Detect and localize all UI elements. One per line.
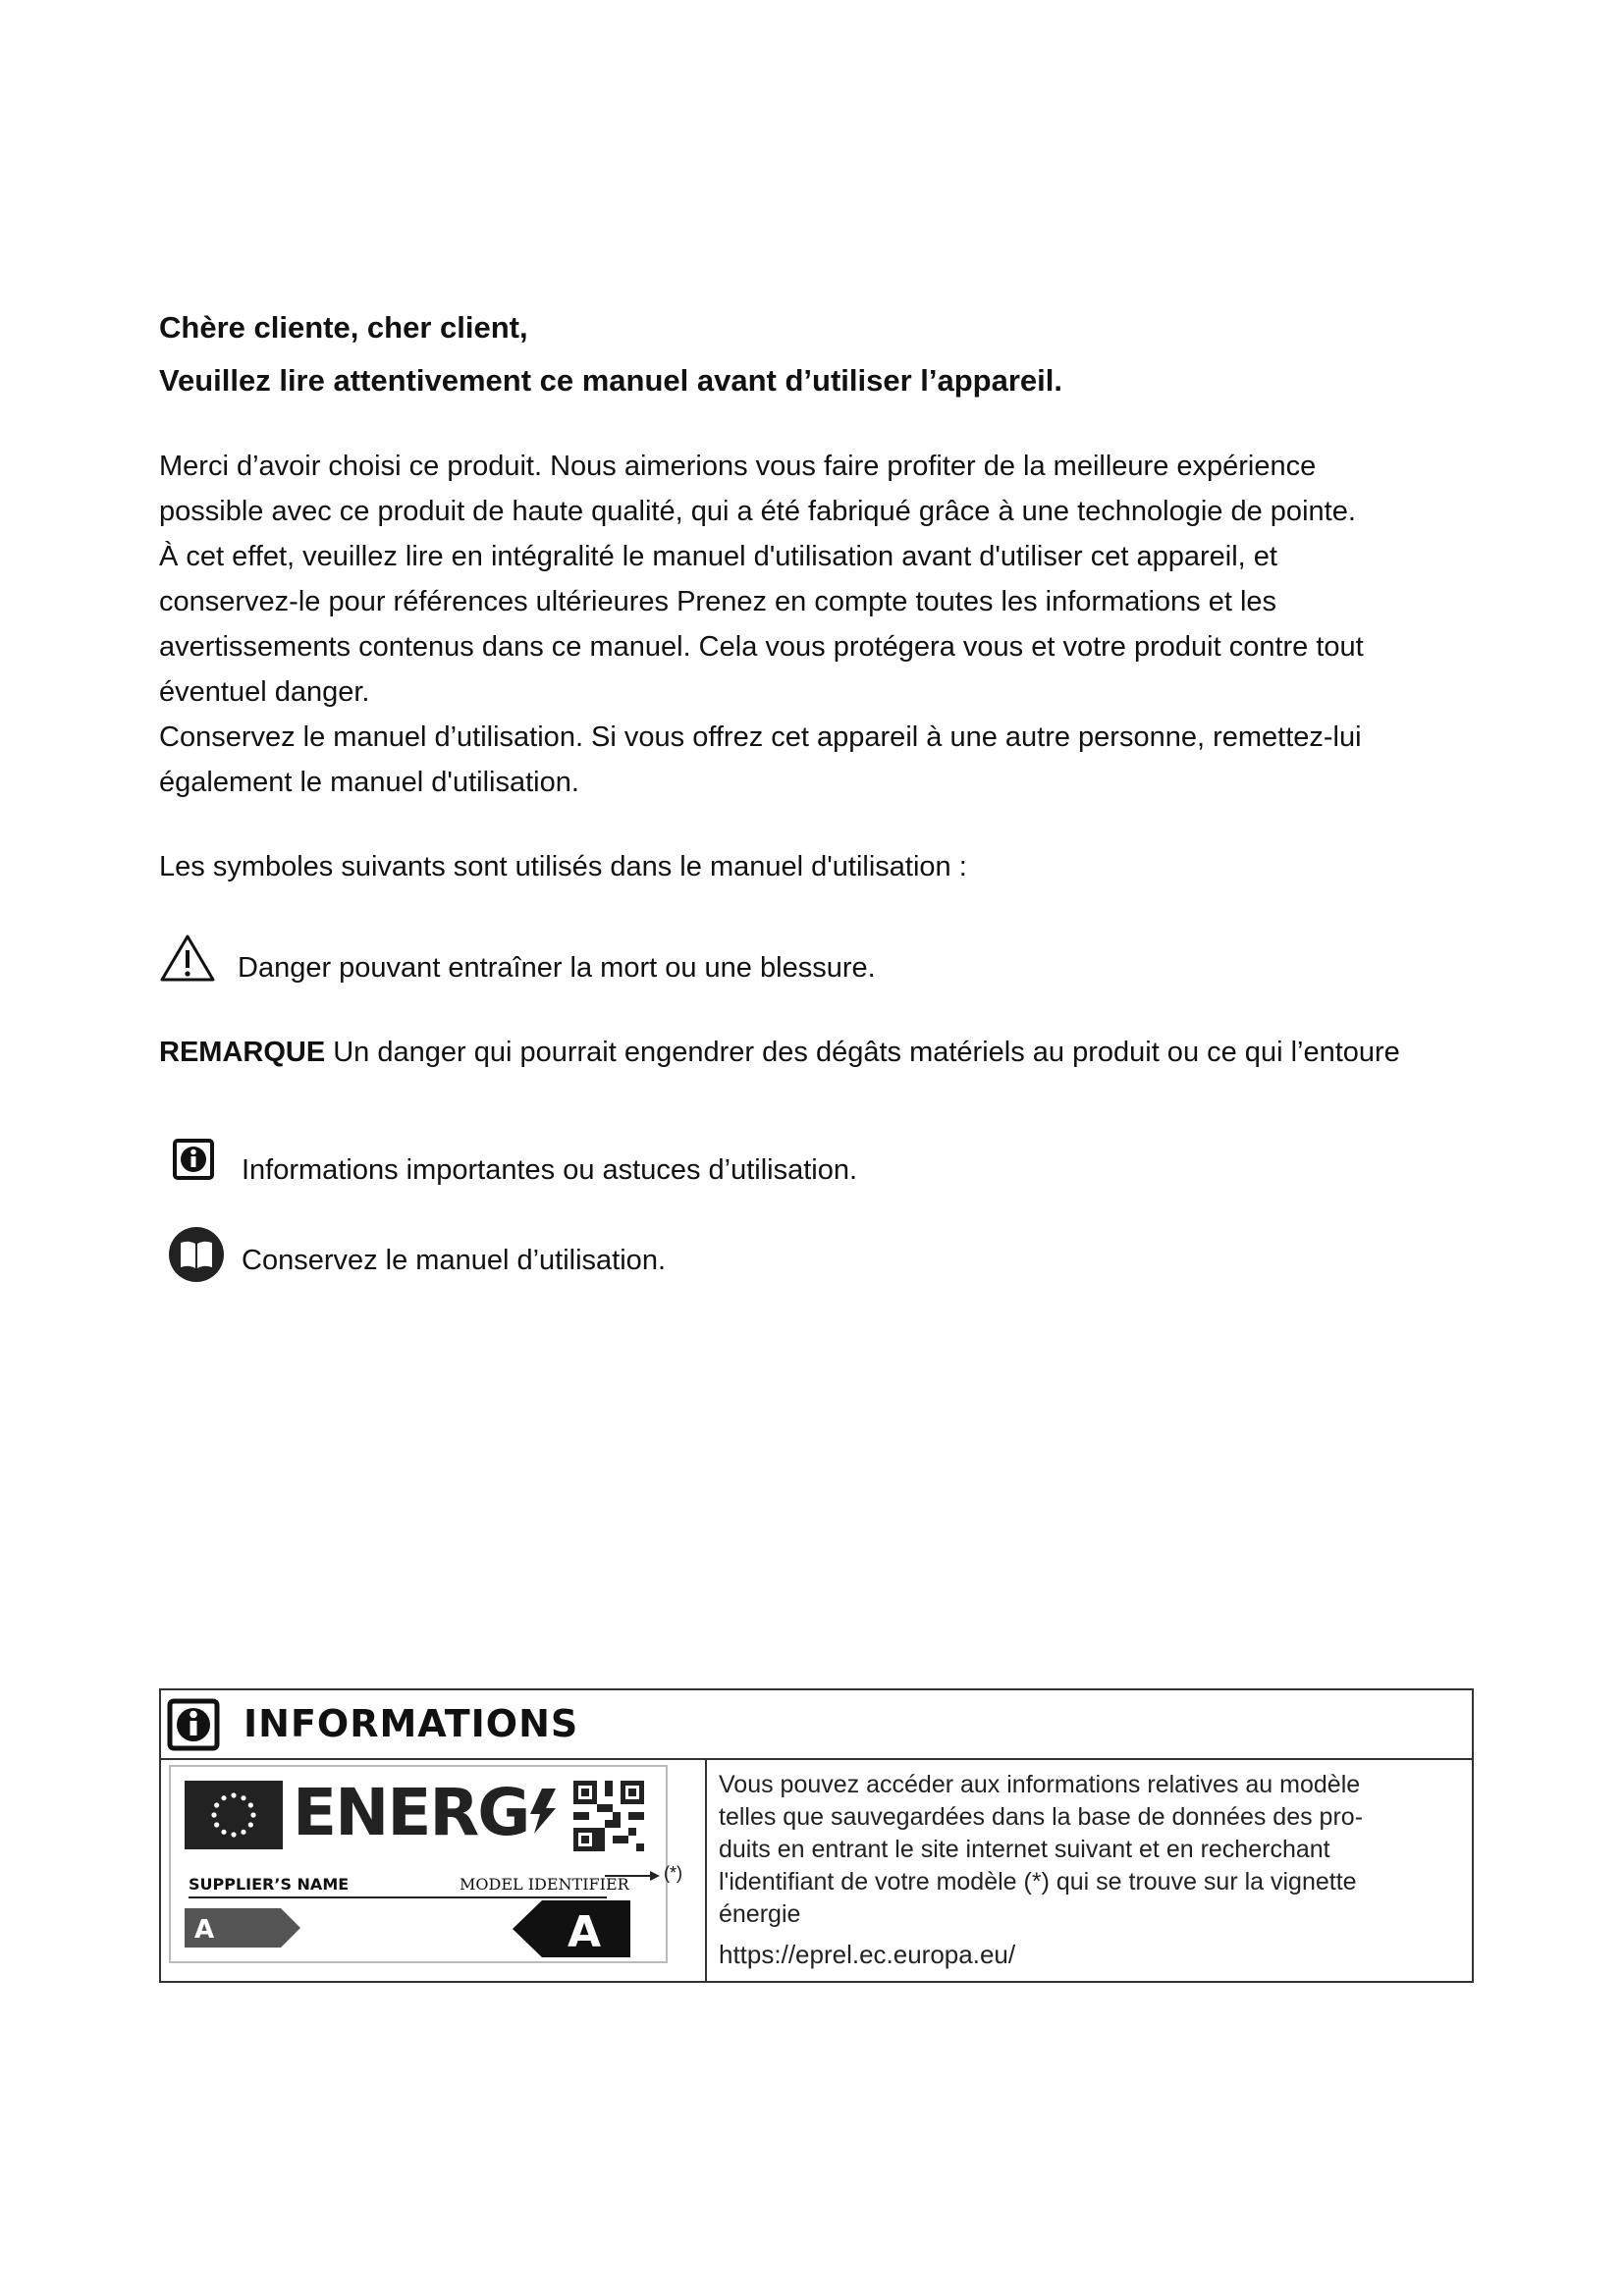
pointer-arrow-icon: [605, 1869, 660, 1883]
manual-symbol-row: [159, 1223, 1337, 1292]
information-divider: [705, 1758, 707, 1981]
danger-text: Danger pouvant entraîner la mort ou une blessure.: [238, 952, 876, 984]
information-title: INFORMATIONS: [244, 1702, 579, 1745]
description-line: énergie: [719, 1900, 801, 1928]
intro-line: À cet effet, veuillez lire en intégralité le manuel d'utilisation avant d'utiliser cet appareil, et: [159, 541, 1277, 572]
intro-line: également le manuel d'utilisation.: [159, 767, 579, 798]
class-big-text: A: [568, 1907, 602, 1957]
info-symbol-row: [159, 1139, 1337, 1198]
eu-star: [221, 1830, 226, 1835]
intro-line: Merci d’avoir choisi ce produit. Nous aimerions vous faire profiter de la meilleure expérience: [159, 451, 1317, 482]
eu-star: [231, 1832, 236, 1837]
energy-label: [169, 1765, 668, 1963]
eu-star: [221, 1795, 226, 1800]
energy-word: ENERG: [293, 1775, 558, 1850]
intro-line: avertissements contenus dans ce manuel. Cela vous protégera vous et votre produit contre tout: [159, 631, 1364, 663]
symbols-intro-text: Les symboles suivants sont utilisés dans le manuel d'utilisation :: [159, 851, 967, 882]
information-box-header: [161, 1690, 1472, 1760]
danger-symbol-row: [159, 933, 1337, 991]
warning-triangle-icon: [159, 933, 216, 984]
supplier-name-label: SUPPLIER’S NAME: [189, 1875, 350, 1894]
class-small-text: A: [194, 1915, 215, 1945]
model-identifier-label: MODEL IDENTIFIER: [460, 1875, 629, 1894]
info-text: Informations importantes ou astuces d’utilisation.: [242, 1154, 858, 1186]
intro-line: conservez-le pour références ultérieures Prenez en compte toutes les informations et les: [159, 586, 1277, 617]
instruction-heading: Veuillez lire attentivement ce manuel avant d’utiliser l’appareil.: [159, 363, 1062, 398]
eu-star: [214, 1802, 219, 1807]
remark-text: Un danger qui pourrait engendrer des dégâts matériels au produit ou ce qui l’entoure: [325, 1037, 1400, 1068]
eu-flag-icon: [185, 1781, 283, 1849]
description-line: l'identifiant de votre modèle (*) qui se trouve sur la vignette: [719, 1868, 1357, 1896]
manual-text: Conservez le manuel d’utilisation.: [242, 1245, 666, 1276]
symbols-intro: [159, 844, 1475, 889]
information-box: [159, 1688, 1474, 1983]
qr-code-icon: [573, 1781, 644, 1851]
eu-star: [231, 1792, 236, 1797]
intro-line: Conservez le manuel d’utilisation. Si vous offrez cet appareil à une autre personne, remettez-lui: [159, 721, 1362, 753]
remark-label: REMARQUE: [159, 1037, 326, 1068]
description-line: telles que sauvegardées dans la base de données des pro-: [719, 1803, 1364, 1831]
eu-star: [250, 1812, 255, 1817]
intro-line: possible avec ce produit de haute qualité, qui a été fabriqué grâce à une technologie de pointe.: [159, 496, 1356, 527]
information-description: [719, 1769, 1445, 1931]
eu-star: [241, 1830, 245, 1835]
efficiency-class-arrow: [513, 1900, 630, 1957]
eu-star: [211, 1812, 216, 1817]
eu-star: [214, 1822, 219, 1827]
eu-star: [248, 1822, 253, 1827]
description-line: Vous pouvez accéder aux informations relatives au modèle: [719, 1771, 1361, 1798]
eu-star: [248, 1802, 253, 1807]
model-marker: (*): [664, 1863, 682, 1883]
eprel-url[interactable]: https://eprel.ec.europa.eu/: [719, 1940, 1016, 1969]
lightning-icon: [528, 1789, 558, 1834]
intro-line: éventuel danger.: [159, 676, 370, 708]
book-icon: [165, 1223, 228, 1286]
efficiency-scale-arrow: [185, 1908, 302, 1948]
greeting-heading: Chère cliente, cher client,: [159, 310, 528, 345]
info-icon: [173, 1139, 214, 1180]
info-icon: [167, 1698, 220, 1751]
label-rule: [189, 1896, 607, 1898]
remark-row: [159, 1033, 1400, 1072]
intro-paragraph: [159, 444, 1475, 805]
description-line: duits en entrant le site internet suivant et en recherchant: [719, 1836, 1330, 1863]
eu-star: [241, 1795, 245, 1800]
